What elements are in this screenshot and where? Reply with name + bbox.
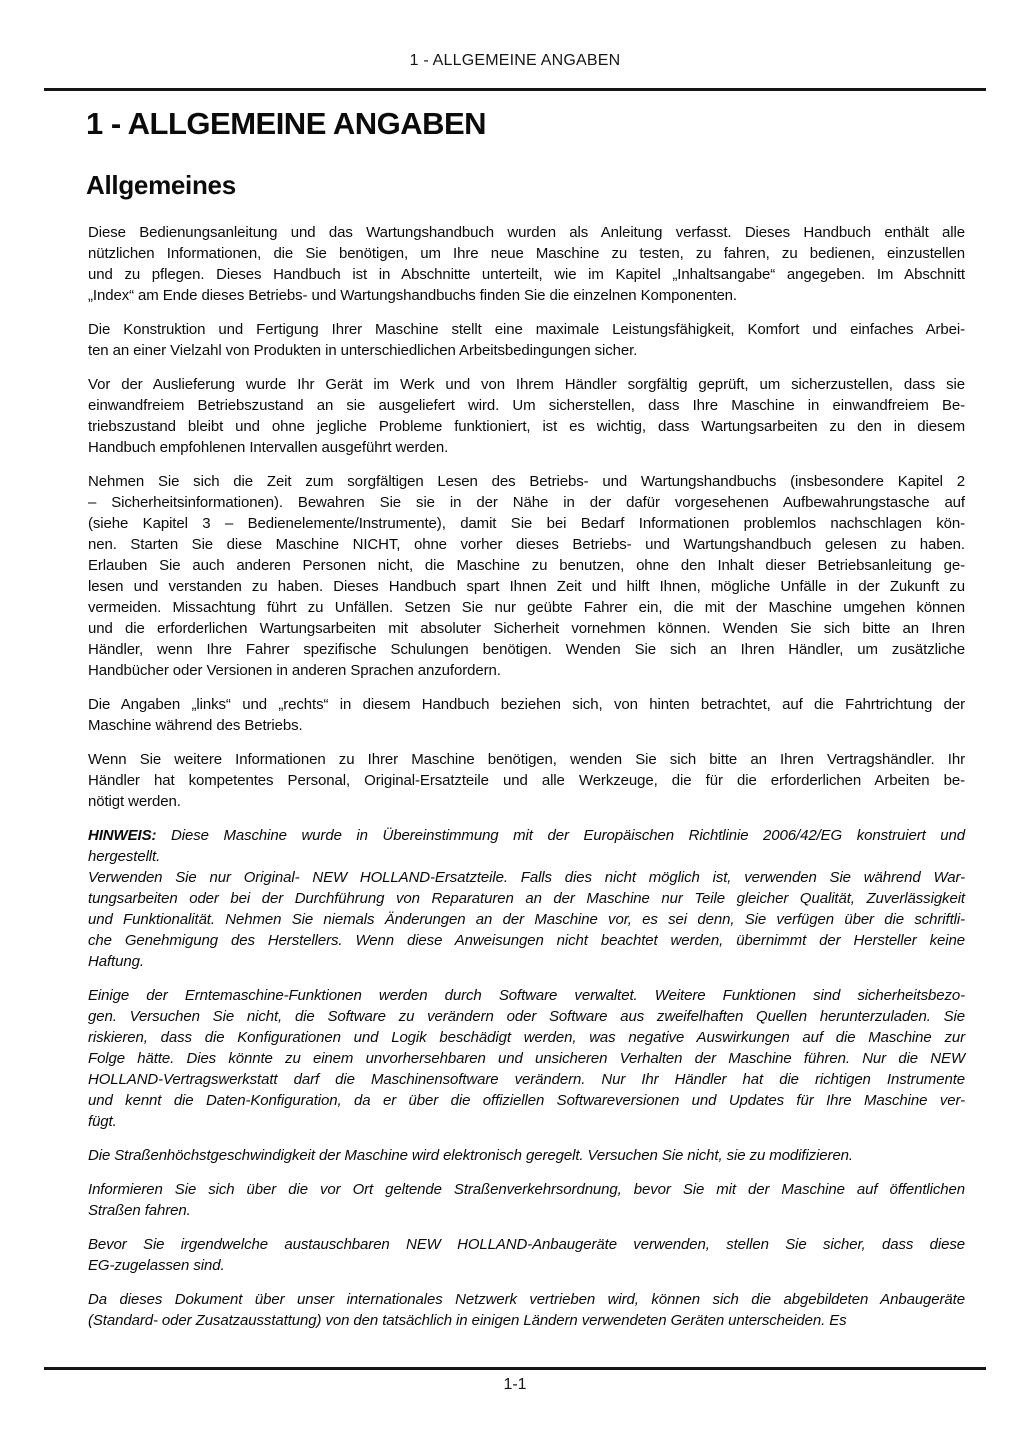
paragraph bbox=[88, 222, 965, 306]
paragraph bbox=[88, 1289, 965, 1331]
text-line: Händler, wenn Ihre Fahrer spezifische Schulungen benötigen. Wenden Sie sich an Ihren Händler, um zusätzliche bbox=[88, 641, 965, 658]
text-line: HINWEIS: Diese Maschine wurde in Übereinstimmung mit der Europäischen Richtlinie 2006/42/EG konstruiert und bbox=[88, 827, 965, 844]
text-line: gen. Versuchen Sie nicht, die Software zu verändern oder Software aus zweifelhaften Quellen herunterzuladen. Sie bbox=[88, 1008, 965, 1025]
text-line: (siehe Kapitel 3 – Bedienelemente/Instrumente), damit Sie bei Bedarf Informationen problemlos nachschlagen kön- bbox=[88, 515, 965, 532]
text-line: und zu pflegen. Dieses Handbuch ist in Abschnitte unterteilt, wie im Kapitel „Inhaltsangabe“ angegeben. Im Abschnitt bbox=[88, 266, 965, 283]
text-line: und die erforderlichen Wartungsarbeiten mit absoluter Sicherheit vornehmen können. Wenden Sie sich bitte an Ihren bbox=[88, 620, 965, 637]
paragraph bbox=[88, 749, 965, 812]
body-text bbox=[88, 222, 965, 1344]
text-line: Erlauben Sie auch anderen Personen nicht, die Maschine zu benutzen, ohne den Inhalt dieser Betriebsanleitung ge- bbox=[88, 557, 965, 574]
text-line: und Funktionalität. Nehmen Sie niemals Änderungen an der Maschine vor, es sei denn, Sie verfügen über die schriftli- bbox=[88, 911, 965, 928]
text-line: Da dieses Dokument über unser internationales Netzwerk vertrieben wird, können sich die abgebildeten Anbaugeräte bbox=[88, 1291, 965, 1308]
text-line: riskieren, dass die Konfigurationen und Logik beschädigt werden, was negative Auswirkungen auf die Maschine zur bbox=[88, 1029, 965, 1046]
text-line: (Standard- oder Zusatzausstattung) von den tatsächlich in einigen Ländern verwendeten Geräten unterscheiden. Es bbox=[88, 1312, 847, 1329]
text-line: Vor der Auslieferung wurde Ihr Gerät im Werk und von Ihrem Händler sorgfältig geprüft, um sicherzustellen, dass sie bbox=[88, 376, 965, 393]
text-line: hergestellt. bbox=[88, 848, 161, 865]
text-line: vermeiden. Missachtung führt zu Unfällen. Setzen Sie nur geübte Fahrer ein, die mit der Maschine umgehen können bbox=[88, 599, 965, 616]
paragraph bbox=[88, 825, 965, 867]
text-line: Diese Bedienungsanleitung und das Wartungshandbuch wurden als Anleitung verfasst. Dieses Handbuch enthält alle bbox=[88, 224, 965, 241]
text-line: triebszustand bleibt und ohne jegliche Probleme funktioniert, ist es wichtig, dass Wartungsarbeiten zu den in diesem bbox=[88, 418, 965, 435]
header-rule bbox=[44, 88, 986, 91]
paragraph bbox=[88, 374, 965, 458]
text-line: Die Angaben „links“ und „rechts“ in diesem Handbuch beziehen sich, von hinten betrachtet, auf die Fahrtrichtung der bbox=[88, 696, 965, 713]
text-line: Einige der Erntemaschine-Funktionen werden durch Software verwaltet. Weitere Funktionen sind sicherheitsbezo- bbox=[88, 987, 965, 1004]
text-line: Wenn Sie weitere Informationen zu Ihrer Maschine benötigen, wenden Sie sich bitte an Ihren Vertragshändler. Ihr bbox=[88, 751, 965, 768]
text-line: Informieren Sie sich über die vor Ort geltende Straßenverkehrsordnung, bevor Sie mit der Maschine auf öffentlichen bbox=[88, 1181, 965, 1198]
text-line: Nehmen Sie sich die Zeit zum sorgfältigen Lesen des Betriebs- und Wartungshandbuchs (insbesondere Kapitel 2 bbox=[88, 473, 965, 490]
text-line: fügt. bbox=[88, 1113, 117, 1130]
text-line: EG-zugelassen sind. bbox=[88, 1257, 225, 1274]
text-line: Handbuch empfohlenen Intervallen ausgeführt werden. bbox=[88, 439, 449, 456]
text-line: Bevor Sie irgendwelche austauschbaren NEW HOLLAND-Anbaugeräte verwenden, stellen Sie sicher, dass diese bbox=[88, 1236, 965, 1253]
paragraph bbox=[88, 319, 965, 361]
text-line: HOLLAND-Vertragswerkstatt darf die Maschinensoftware verändern. Nur Ihr Händler hat die richtigen Instrumente bbox=[88, 1071, 965, 1088]
text-line: lesen und verstanden zu haben. Dieses Handbuch spart Ihnen Zeit und hilft Ihnen, mögliche Unfälle in der Zukunft zu bbox=[88, 578, 965, 595]
paragraph bbox=[88, 1179, 965, 1221]
text-line: „Index“ am Ende dieses Betriebs- und Wartungshandbuchs finden Sie die einzelnen Komponenten. bbox=[88, 287, 737, 304]
text-line: Verwenden Sie nur Original- NEW HOLLAND-Ersatzteile. Falls dies nicht möglich ist, verwenden Sie während War- bbox=[88, 869, 965, 886]
text-line: – Sicherheitsinformationen). Bewahren Sie sie in der Nähe in der dafür vorgesehenen Aufbewahrungstasche auf bbox=[88, 494, 965, 511]
text-line: Folge hätte. Dies könnte zu einem unvorhersehbaren und unsicheren Verhalten der Maschine führen. Nur die NEW bbox=[88, 1050, 965, 1067]
text-line: Haftung. bbox=[88, 953, 144, 970]
text-line: und kennt die Daten-Konfiguration, da er über die offiziellen Softwareversionen und Updates für Ihre Maschine ver- bbox=[88, 1092, 965, 1109]
paragraph bbox=[88, 1145, 965, 1166]
paragraph bbox=[88, 471, 965, 681]
paragraph bbox=[88, 985, 965, 1132]
text-line: Die Straßenhöchstgeschwindigkeit der Maschine wird elektronisch geregelt. Versuchen Sie nicht, sie zu modifizieren. bbox=[88, 1147, 853, 1164]
running-header: 1 - ALLGEMEINE ANGABEN bbox=[409, 52, 621, 69]
note-label: HINWEIS: bbox=[88, 827, 171, 844]
paragraph bbox=[88, 694, 965, 736]
text-line: tungsarbeiten oder bei der Durchführung von Reparaturen an der Maschine nur Teile gleicher Qualität, Zuverlässigkeit bbox=[88, 890, 965, 907]
text-line: Händler hat kompetentes Personal, Original-Ersatzteile und alle Werkzeuge, die für die erforderlichen Arbeiten be- bbox=[88, 772, 965, 789]
text-line: Straßen fahren. bbox=[88, 1202, 191, 1219]
text-line: einwandfreiem Betriebszustand an sie ausgeliefert wird. Um sicherstellen, dass Ihre Maschine in einwandfreiem Be- bbox=[88, 397, 965, 414]
page-number: 1-1 bbox=[503, 1376, 527, 1393]
text-line: nötigt werden. bbox=[88, 793, 181, 810]
chapter-title: 1 - ALLGEMEINE ANGABEN bbox=[86, 106, 487, 141]
text-line: nützlichen Informationen, die Sie benötigen, um Ihre neue Maschine zu testen, zu fahren, zu bedienen, einzustellen bbox=[88, 245, 965, 262]
text-line: ten an einer Vielzahl von Produkten in unterschiedlichen Arbeitsbedingungen sicher. bbox=[88, 342, 638, 359]
text-line: Maschine während des Betriebs. bbox=[88, 717, 303, 734]
footer-rule bbox=[44, 1367, 986, 1370]
text-line: nen. Starten Sie diese Maschine NICHT, ohne vorher dieses Betriebs- und Wartungshandbuch gelesen zu haben. bbox=[88, 536, 965, 553]
text-line: Handbücher oder Versionen in anderen Sprachen anzufordern. bbox=[88, 662, 501, 679]
paragraph bbox=[88, 1234, 965, 1276]
text-line: che Genehmigung des Herstellers. Wenn diese Anweisungen nicht beachtet werden, übernimmt der Hersteller keine bbox=[88, 932, 965, 949]
section-heading: Allgemeines bbox=[86, 170, 236, 200]
text-line: Die Konstruktion und Fertigung Ihrer Maschine stellt eine maximale Leistungsfähigkeit, Komfort und einfaches Arbei- bbox=[88, 321, 965, 338]
paragraph bbox=[88, 867, 965, 972]
